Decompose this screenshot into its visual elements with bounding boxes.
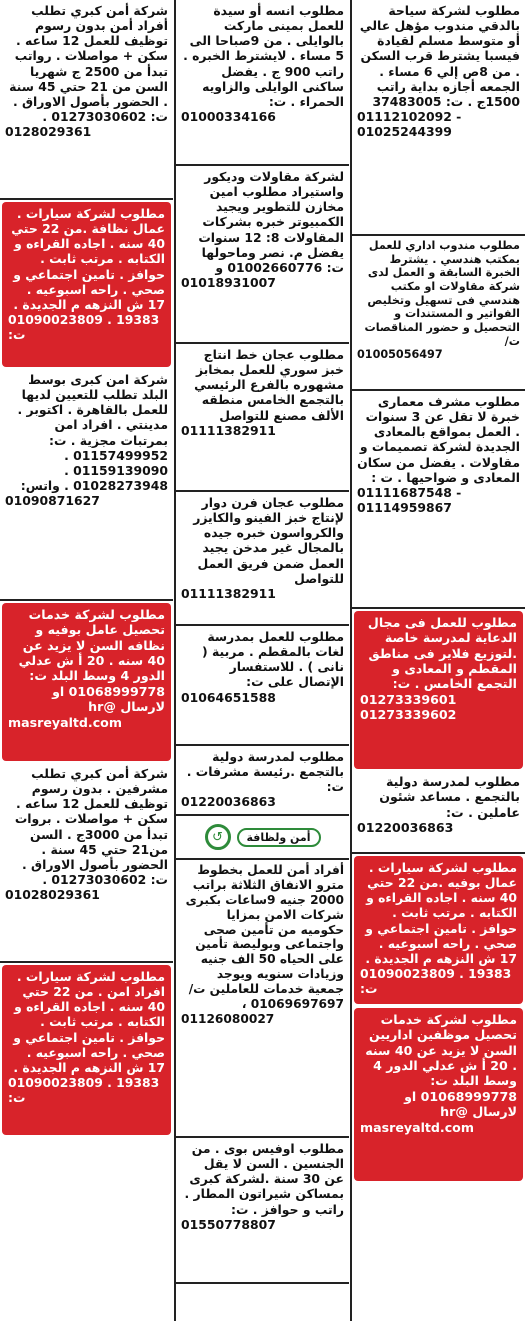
logo-text: أمن ولظافة [237,828,321,847]
classified-ad [0,369,173,601]
classified-ad [352,236,525,391]
ad-phone: 01000334166 [181,108,276,124]
ad-phone: 01220036863 [357,820,454,836]
ad-phone: 01005056497 [357,348,443,362]
ad-phone: 01090023809 . 19383 :ت [8,1074,160,1105]
ad-text: مطلوب لشركة سيارات . عمال نظافة .من 22 حتي 40 سنه . اجاده القراءه و الكتابه . مرتب ثابت . حوافز . تامين اجتماعي و صحي . راحه اسبوعيه . 17 ش النزهه م الجديدة . [11,206,165,312]
classified-ad [0,0,173,200]
ad-text: مطلوب انسه أو سيدة للعمل بمينى ماركت بالوايلى . من 9صباحا الى 5 مساء . لايشترط الخبره . راتب 900 ج . يفضل ساكنى الوايلى والزاويه الحمراء . ت: [183,3,344,109]
ad-text: مطلوب لمدرسة دولية بالتجمع .رئيسة مشرفات . ت: [186,749,344,795]
classified-ad [176,0,349,166]
ad-phone: 01111382911 [181,585,276,601]
ad-text: مطلوب للعمل بمدرسة لغات بالمقطم . مربية ( نانى ) . للاستفسار الإتصال على ت: [202,629,344,690]
classified-ad [352,391,525,609]
classified-ad [176,344,349,492]
ad-phone: 01064651588 [181,689,276,705]
column-divider [350,0,352,1321]
ad-phone: 01126080027 [181,1011,275,1026]
ad-phone: 01090023809 . 19383 :ت [8,311,160,342]
classified-ad [0,763,173,963]
classified-ad [2,965,171,1135]
ad-text: لشركة مقاولات وديكور واستيراد مطلوب امين مخازن للتطوير ويجيد الكمبيوتر خبره بشركات المقاولات 8: 12 سنوات يفضل م. نصر وماحولها ت: 01002660776 و [198,169,344,275]
ad-text: مطلوب لشركة سيارات . افراد امن . من 22 حتي 40 سنه . اجاده القراءه و الكتابه . مرتب ثابت . حوافز . تامين اجتماعي و صحي . راحه اسبوعيه . 17 ش النزهه م الجديدة . [13,969,165,1075]
ad-text: مطلوب لمدرسة دولية بالتجمع . مساعد شئون عاملين . ت: [379,774,520,820]
classified-ad [176,1138,349,1284]
ad-text: أفراد أمن للعمل بخطوط مترو الانفاق الثلاثة براتب 2000 جنيه 9ساعات بكبرى شركات الامن بمزايا حكوميه من تأمين صحى واجتماعى وبوليصة تأمين على الحياه 50 الف جنيه وزيادات سنويه ويوجد جمعية خدمات للعاملين ت/ 01069697697 ، [185,863,344,1011]
ad-phone: masreyaltd.com [8,714,122,730]
classified-ad [354,856,523,1004]
ad-text: مطلوب اوفيس بوى . من الجنسين . السن لا يقل عن 30 سنة .لشركة كبرى بمساكن شيراتون المطار . راتب و حوافز . ت: [184,1141,344,1217]
ad-phone: 01273339601 01273339602 [360,691,457,723]
classified-ad [176,746,349,816]
ad-phone: 01090871627 [5,493,100,508]
classified-ad [176,860,349,1138]
classified-ad [352,0,525,236]
ad-phone: 01028029361 [5,887,100,902]
classified-ad [176,166,349,344]
column-right [352,0,525,1321]
ad-phone: 0128029361 [5,124,92,139]
ad-text: مطلوب عجان فرن دوار لإنتاج خبز الفينو والكايزر والكرواسون خبره جيده بالمجال غير مدخن يجيد العمل ضمن فريق العمل للتواصل [193,495,344,586]
classified-ad [354,1008,523,1181]
circle-arrow-logo-icon: ↺ [205,824,231,850]
company-logo [176,816,349,860]
ad-text: مطلوب لشركة خدمات تحصيل موظفين اداريين السن لا يزيد عن 40 سنه . 20 أ ش عدلي الدور 4 وسط البلد ت: 01068999778 او لارسال @hr [365,1012,517,1120]
classified-ad [2,202,171,367]
ad-text: شركة أمن كبري تطلب مشرفين . بدون رسوم توظيف للعمل 12 ساعه . سكن + مواصلات . بروات تبدأ من 3000ج . السن من21 حتي 45 سنة . الحضور بأصول الاوراق . ت: 01273030602 . [14,766,168,887]
ad-text: شركة امن كبرى بوسط البلد تطلب للتعيين لديها للعمل بالقاهرة . اكتوبر . مدينتي . افراد امن بمرتبات مجزية . ت: 01157499952 . 01159139090 . 01028273948 . واتس: [17,372,168,493]
ad-phone: 01550778807 [181,1216,276,1232]
classified-ad [176,492,349,626]
ad-phone: 01090023809 . 19383 :ت [360,965,512,996]
ad-phone: 01018931007 [181,274,276,290]
ad-phone: 01111382911 [181,422,276,438]
column-left [0,0,173,1321]
ad-phone: 01112102092 - 01025244399 [357,108,462,139]
classified-ad [354,611,523,769]
ad-text: شركة أمن كبري تطلب أفراد أمن بدون رسوم توظيف للعمل 12 ساعه . سكن + مواصلات . رواتب تبدأ من 2500 ج شهريا السن من 21 حتي 45 سنة . الحضور بأصول الاوراق . ت: 01273030602 . [9,3,168,124]
ad-phone: masreyaltd.com [360,1119,474,1135]
ad-phone: 01111687548 - 01114959867 [357,484,462,515]
classified-ad [2,603,171,761]
ad-text: مطلوب لشركة خدمات تحصيل عامل بوفيه و نظافه السن لا يزيد عن 40 سنه . 20 أ ش عدلي الدور 4 وسط البلد ت: 01068999778 او لارسال @hr [18,607,165,715]
classified-ad [176,626,349,746]
classified-ad [352,771,525,854]
ad-text: مطلوب مندوب اداري للعمل بمكتب هندسي . يشترط الخبرة السابقة و العمل لدى شركة مقاولات او مكتب هندسي فى تسهيل وتخليص الفواتير و المستندات و التحصيل و حضور المناقصات ت/ [364,239,520,348]
ad-text: مطلوب للعمل فى مجال الدعاية لمدرسة خاصة .لتوزيع فلاير فى مناطق المقطم و المعادى و التجمع الخامس . ت: [367,615,517,692]
ad-text: مطلوب عجان خط انتاج خبز سوري للعمل بمخابز مشهوره بالفرع الرئيسي بالتجمع الخامس منطقه الألف مصنع للتواصل [194,347,344,423]
ad-phone: 01220036863 [181,794,276,810]
ad-text: مطلوب لشركة سياحة بالدقي مندوب مؤهل عالي أو متوسط مسلم لقيادة فيسبا يشترط قرب السكن . من 8ص إلي 6 مساء . الجمعه أجازه بداية راتب 1500ج . ت: 37483005 [359,3,520,109]
column-divider [174,0,176,1321]
column-middle [176,0,349,1321]
ad-text: مطلوب لشركة سيارات . عمال بوفيه .من 22 حتي 40 سنه . اجاده القراءه و الكتابه . مرتب ثابت . حوافز . تامين اجتماعي و صحي . راحه اسبوعيه . 17 ش النزهه م الجديدة . [365,860,517,966]
ad-text: مطلوب مشرف معمارى خبرة لا تقل عن 3 سنوات . العمل بمواقع بالمعادى الجديدة لشركة تصميمات و مقاولات . يفضل من سكان المعادى و ضواحيها . ت : [357,394,520,485]
